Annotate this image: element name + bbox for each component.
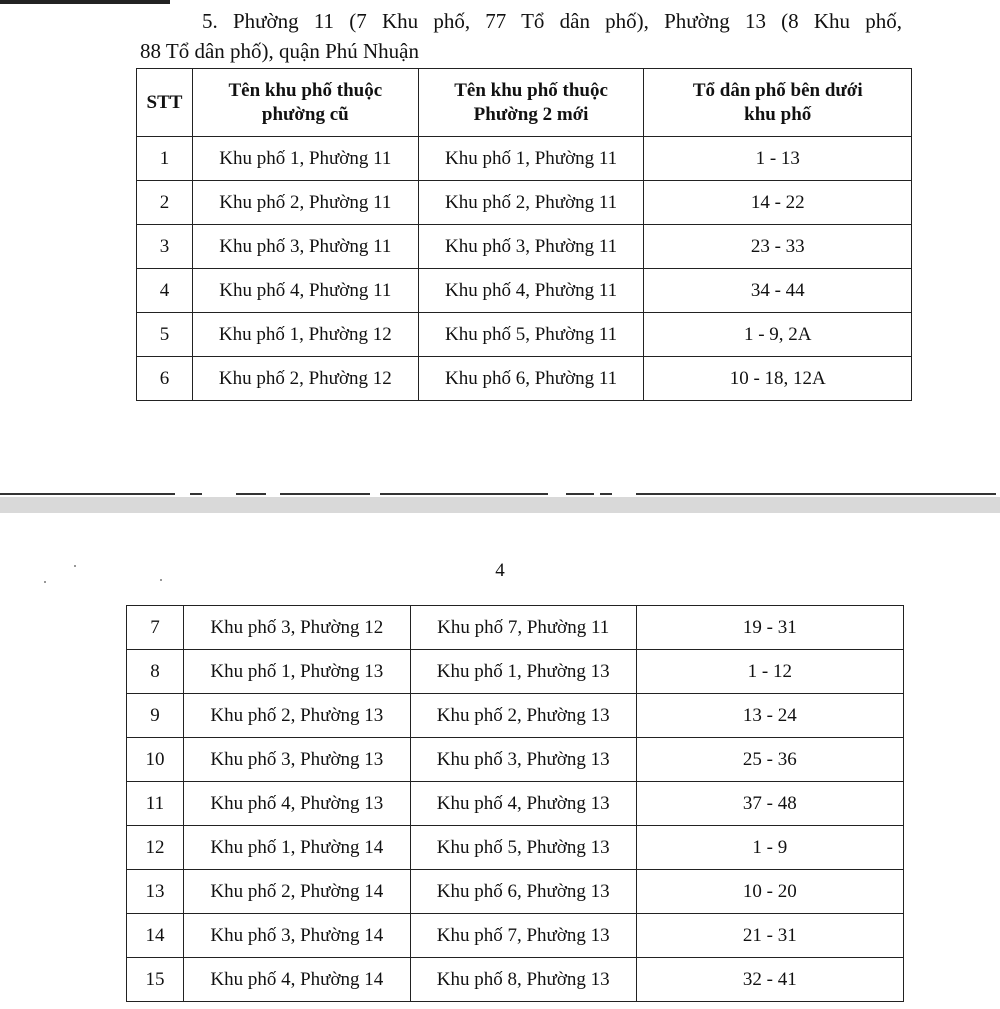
cell-stt: 8: [127, 650, 184, 694]
ward-mapping-table-continued: [126, 605, 904, 1002]
document-page-1: [0, 0, 1000, 497]
section-heading-line-2: 88 Tổ dân phố), quận Phú Nhuận: [140, 39, 419, 63]
table-row: [137, 225, 912, 269]
page-bottom-edge: [566, 493, 594, 495]
cell-residential-groups: 23 - 33: [644, 225, 912, 269]
page-bottom-edge: [600, 493, 612, 495]
cell-old-neighborhood: Khu phố 2, Phường 13: [183, 694, 410, 738]
cell-old-neighborhood: Khu phố 2, Phường 14: [183, 870, 410, 914]
cell-new-neighborhood: Khu phố 6, Phường 11: [418, 357, 644, 401]
cell-new-neighborhood: Khu phố 4, Phường 11: [418, 269, 644, 313]
table-row: [127, 958, 904, 1002]
table-row: [127, 606, 904, 650]
cell-new-neighborhood: Khu phố 5, Phường 13: [410, 826, 636, 870]
cell-residential-groups: 25 - 36: [636, 738, 903, 782]
table-row: [137, 181, 912, 225]
cell-residential-groups: 14 - 22: [644, 181, 912, 225]
table-row: [127, 826, 904, 870]
cell-stt: 9: [127, 694, 184, 738]
cell-stt: 6: [137, 357, 193, 401]
cell-stt: 11: [127, 782, 184, 826]
cell-residential-groups: 1 - 9, 2A: [644, 313, 912, 357]
cell-residential-groups: 34 - 44: [644, 269, 912, 313]
cell-stt: 13: [127, 870, 184, 914]
page-bottom-edge: [636, 493, 996, 495]
table-row: [137, 137, 912, 181]
table-header-row: [137, 69, 912, 137]
cell-stt: 10: [127, 738, 184, 782]
cell-residential-groups: 1 - 12: [636, 650, 903, 694]
header-stt: STT: [137, 69, 193, 137]
cell-residential-groups: 37 - 48: [636, 782, 903, 826]
table-row: [127, 914, 904, 958]
cell-old-neighborhood: Khu phố 4, Phường 14: [183, 958, 410, 1002]
table-row: [137, 313, 912, 357]
ward-mapping-table: [136, 68, 912, 401]
table-row: [127, 738, 904, 782]
cell-residential-groups: 13 - 24: [636, 694, 903, 738]
cell-new-neighborhood: Khu phố 3, Phường 13: [410, 738, 636, 782]
cell-old-neighborhood: Khu phố 2, Phường 12: [192, 357, 418, 401]
cell-residential-groups: 21 - 31: [636, 914, 903, 958]
cell-stt: 7: [127, 606, 184, 650]
cell-residential-groups: 10 - 20: [636, 870, 903, 914]
cell-new-neighborhood: Khu phố 4, Phường 13: [410, 782, 636, 826]
cell-stt: 3: [137, 225, 193, 269]
cell-residential-groups: 1 - 9: [636, 826, 903, 870]
cell-new-neighborhood: Khu phố 2, Phường 11: [418, 181, 644, 225]
cell-new-neighborhood: Khu phố 7, Phường 13: [410, 914, 636, 958]
cell-stt: 12: [127, 826, 184, 870]
cell-new-neighborhood: Khu phố 8, Phường 13: [410, 958, 636, 1002]
cell-old-neighborhood: Khu phố 1, Phường 12: [192, 313, 418, 357]
page-bottom-edge: [236, 493, 266, 495]
cell-old-neighborhood: Khu phố 4, Phường 13: [183, 782, 410, 826]
table-row: [127, 782, 904, 826]
page-bottom-edge: [0, 493, 175, 495]
cell-stt: 2: [137, 181, 193, 225]
cell-stt: 14: [127, 914, 184, 958]
header-residential-groups: Tổ dân phố bên dưới khu phố: [644, 69, 912, 137]
page-bottom-edge: [190, 493, 202, 495]
cell-stt: 4: [137, 269, 193, 313]
cell-stt: 15: [127, 958, 184, 1002]
table-row: [127, 650, 904, 694]
table-row: [127, 694, 904, 738]
cell-new-neighborhood: Khu phố 5, Phường 11: [418, 313, 644, 357]
cell-stt: 5: [137, 313, 193, 357]
cell-old-neighborhood: Khu phố 3, Phường 11: [192, 225, 418, 269]
page-bottom-edge: [380, 493, 548, 495]
page-bottom-edge: [280, 493, 370, 495]
section-heading: [140, 6, 902, 66]
cell-old-neighborhood: Khu phố 1, Phường 14: [183, 826, 410, 870]
header-old-neighborhood: Tên khu phố thuộc phường cũ: [192, 69, 418, 137]
cell-residential-groups: 1 - 13: [644, 137, 912, 181]
cell-new-neighborhood: Khu phố 1, Phường 13: [410, 650, 636, 694]
table-row: [127, 870, 904, 914]
cell-old-neighborhood: Khu phố 1, Phường 13: [183, 650, 410, 694]
page-top-edge: [0, 0, 170, 4]
cell-residential-groups: 19 - 31: [636, 606, 903, 650]
cell-new-neighborhood: Khu phố 1, Phường 11: [418, 137, 644, 181]
cell-old-neighborhood: Khu phố 3, Phường 13: [183, 738, 410, 782]
cell-new-neighborhood: Khu phố 3, Phường 11: [418, 225, 644, 269]
page-number: 4: [495, 560, 505, 581]
cell-old-neighborhood: Khu phố 3, Phường 12: [183, 606, 410, 650]
cell-new-neighborhood: Khu phố 2, Phường 13: [410, 694, 636, 738]
section-heading-line-1: 5. Phường 11 (7 Khu phố, 77 Tổ dân phố), Phường 13 (8 Khu phố,: [202, 9, 902, 33]
cell-residential-groups: 10 - 18, 12A: [644, 357, 912, 401]
table-row: [137, 357, 912, 401]
cell-old-neighborhood: Khu phố 4, Phường 11: [192, 269, 418, 313]
table-row: [137, 269, 912, 313]
cell-old-neighborhood: Khu phố 1, Phường 11: [192, 137, 418, 181]
header-new-neighborhood: Tên khu phố thuộc Phường 2 mới: [418, 69, 644, 137]
cell-residential-groups: 32 - 41: [636, 958, 903, 1002]
cell-new-neighborhood: Khu phố 6, Phường 13: [410, 870, 636, 914]
cell-stt: 1: [137, 137, 193, 181]
cell-old-neighborhood: Khu phố 2, Phường 11: [192, 181, 418, 225]
cell-new-neighborhood: Khu phố 7, Phường 11: [410, 606, 636, 650]
cell-old-neighborhood: Khu phố 3, Phường 14: [183, 914, 410, 958]
